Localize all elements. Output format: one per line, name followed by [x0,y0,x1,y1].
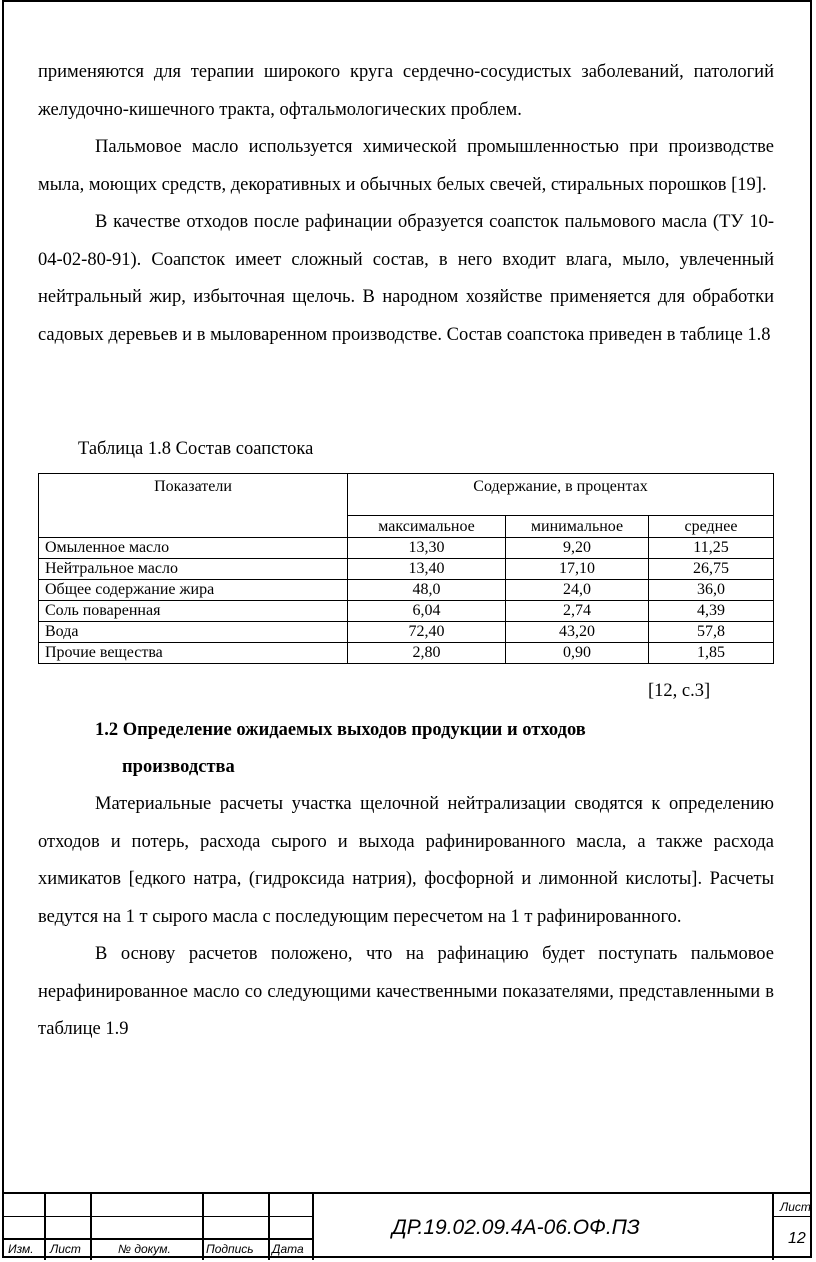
row-max: 72,40 [348,622,506,643]
row-name: Нейтральное масло [39,559,348,580]
table-row [39,643,774,664]
paragraph-5: В основу расчетов положено, что на рафинацию будет поступать пальмовое нерафинированное масло со следующими качественными показателями, представленными в таблице 1.9 [38,944,774,1039]
row-max: 48,0 [348,580,506,601]
row-avg: 11,25 [649,538,774,559]
stamp-divider [772,1194,774,1260]
stamp-label-change: Изм. [8,1242,34,1256]
row-min: 0,90 [506,643,649,664]
stamp-row-line [772,1216,812,1217]
row-name: Омыленное масло [39,538,348,559]
subheader-min: минимальное [506,516,649,538]
stamp-row-line [2,1238,312,1240]
row-min: 17,10 [506,559,649,580]
sheet-number: 12 [788,1230,806,1247]
row-max: 2,80 [348,643,506,664]
row-max: 13,30 [348,538,506,559]
row-avg: 4,39 [649,601,774,622]
row-avg: 36,0 [649,580,774,601]
stamp-label-signature: Подпись [206,1242,254,1256]
composition-table [38,473,774,664]
stamp-divider [44,1194,46,1260]
paragraph-2: Пальмовое масло используется химической промышленностью при производстве мыла, моющих средств, декоративных и обычных белых свечей, стиральных порошков [19]. [38,137,774,195]
paragraph-1: применяются для терапии широкого круга сердечно-сосудистых заболеваний, патологий желудочно-кишечного тракта, офтальмологических проблем. [38,62,774,120]
table-caption: Таблица 1.8 Состав соапстока [78,439,314,459]
stamp-divider [202,1194,204,1260]
row-max: 13,40 [348,559,506,580]
stamp-divider [312,1194,314,1260]
row-avg: 57,8 [649,622,774,643]
row-min: 43,20 [506,622,649,643]
row-avg: 26,75 [649,559,774,580]
table-row [39,538,774,559]
stamp-divider [268,1194,270,1260]
row-min: 2,74 [506,601,649,622]
table-row [39,622,774,643]
table-row [39,601,774,622]
row-min: 9,20 [506,538,649,559]
document-code: ДР.19.02.09.4А-06.ОФ.ПЗ [392,1216,640,1239]
stamp-divider [90,1194,92,1260]
table-row [39,580,774,601]
section-heading-line1: 1.2 Определение ожидаемых выходов продукции и отходов [95,720,586,740]
paragraph-4: Материальные расчеты участка щелочной нейтрализации сводятся к определению отходов и потерь, расхода сырого и выхода рафинированного масла, а также расхода химикатов [едкого натра, (гидроксида натрия), фосфорной и лимонной кислоты]. Расчеты ведутся на 1 т сырого масла с последующим пересчетом на 1 т рафинированного. [38,794,774,927]
section-heading-line2: производства [122,757,235,777]
subheader-max: максимальное [348,516,506,538]
header-parameters: Показатели [39,474,348,538]
row-max: 6,04 [348,601,506,622]
row-name: Соль поваренная [39,601,348,622]
title-block [2,1192,812,1260]
row-min: 24,0 [506,580,649,601]
row-name: Общее содержание жира [39,580,348,601]
stamp-label-doc-no: № докум. [118,1242,171,1256]
body-text-bottom [38,786,774,1049]
section-heading [95,712,735,786]
row-name: Прочие вещества [39,643,348,664]
header-content: Содержание, в процентах [348,474,774,516]
table-source: [12, с.3] [648,681,711,701]
stamp-row-line [2,1216,312,1217]
table-row [39,559,774,580]
subheader-avg: среднее [649,516,774,538]
row-avg: 1,85 [649,643,774,664]
sheet-label: Лист [780,1200,811,1214]
paragraph-3: В качестве отходов после рафинации образуется соапсток пальмового масла (ТУ 10-04-02-80-91). Соапсток имеет сложный состав, в него входит влага, мыло, увлеченный нейтральный жир, избыточная щелочь. В народном хозяйстве применяется для обработки садовых деревьев и в мыловаренном производстве. Состав соапстока приведен в таблице 1.8 [38,212,774,345]
stamp-label-date: Дата [272,1242,304,1256]
row-name: Вода [39,622,348,643]
body-text-top [38,54,774,354]
stamp-label-sheet: Лист [50,1242,81,1256]
